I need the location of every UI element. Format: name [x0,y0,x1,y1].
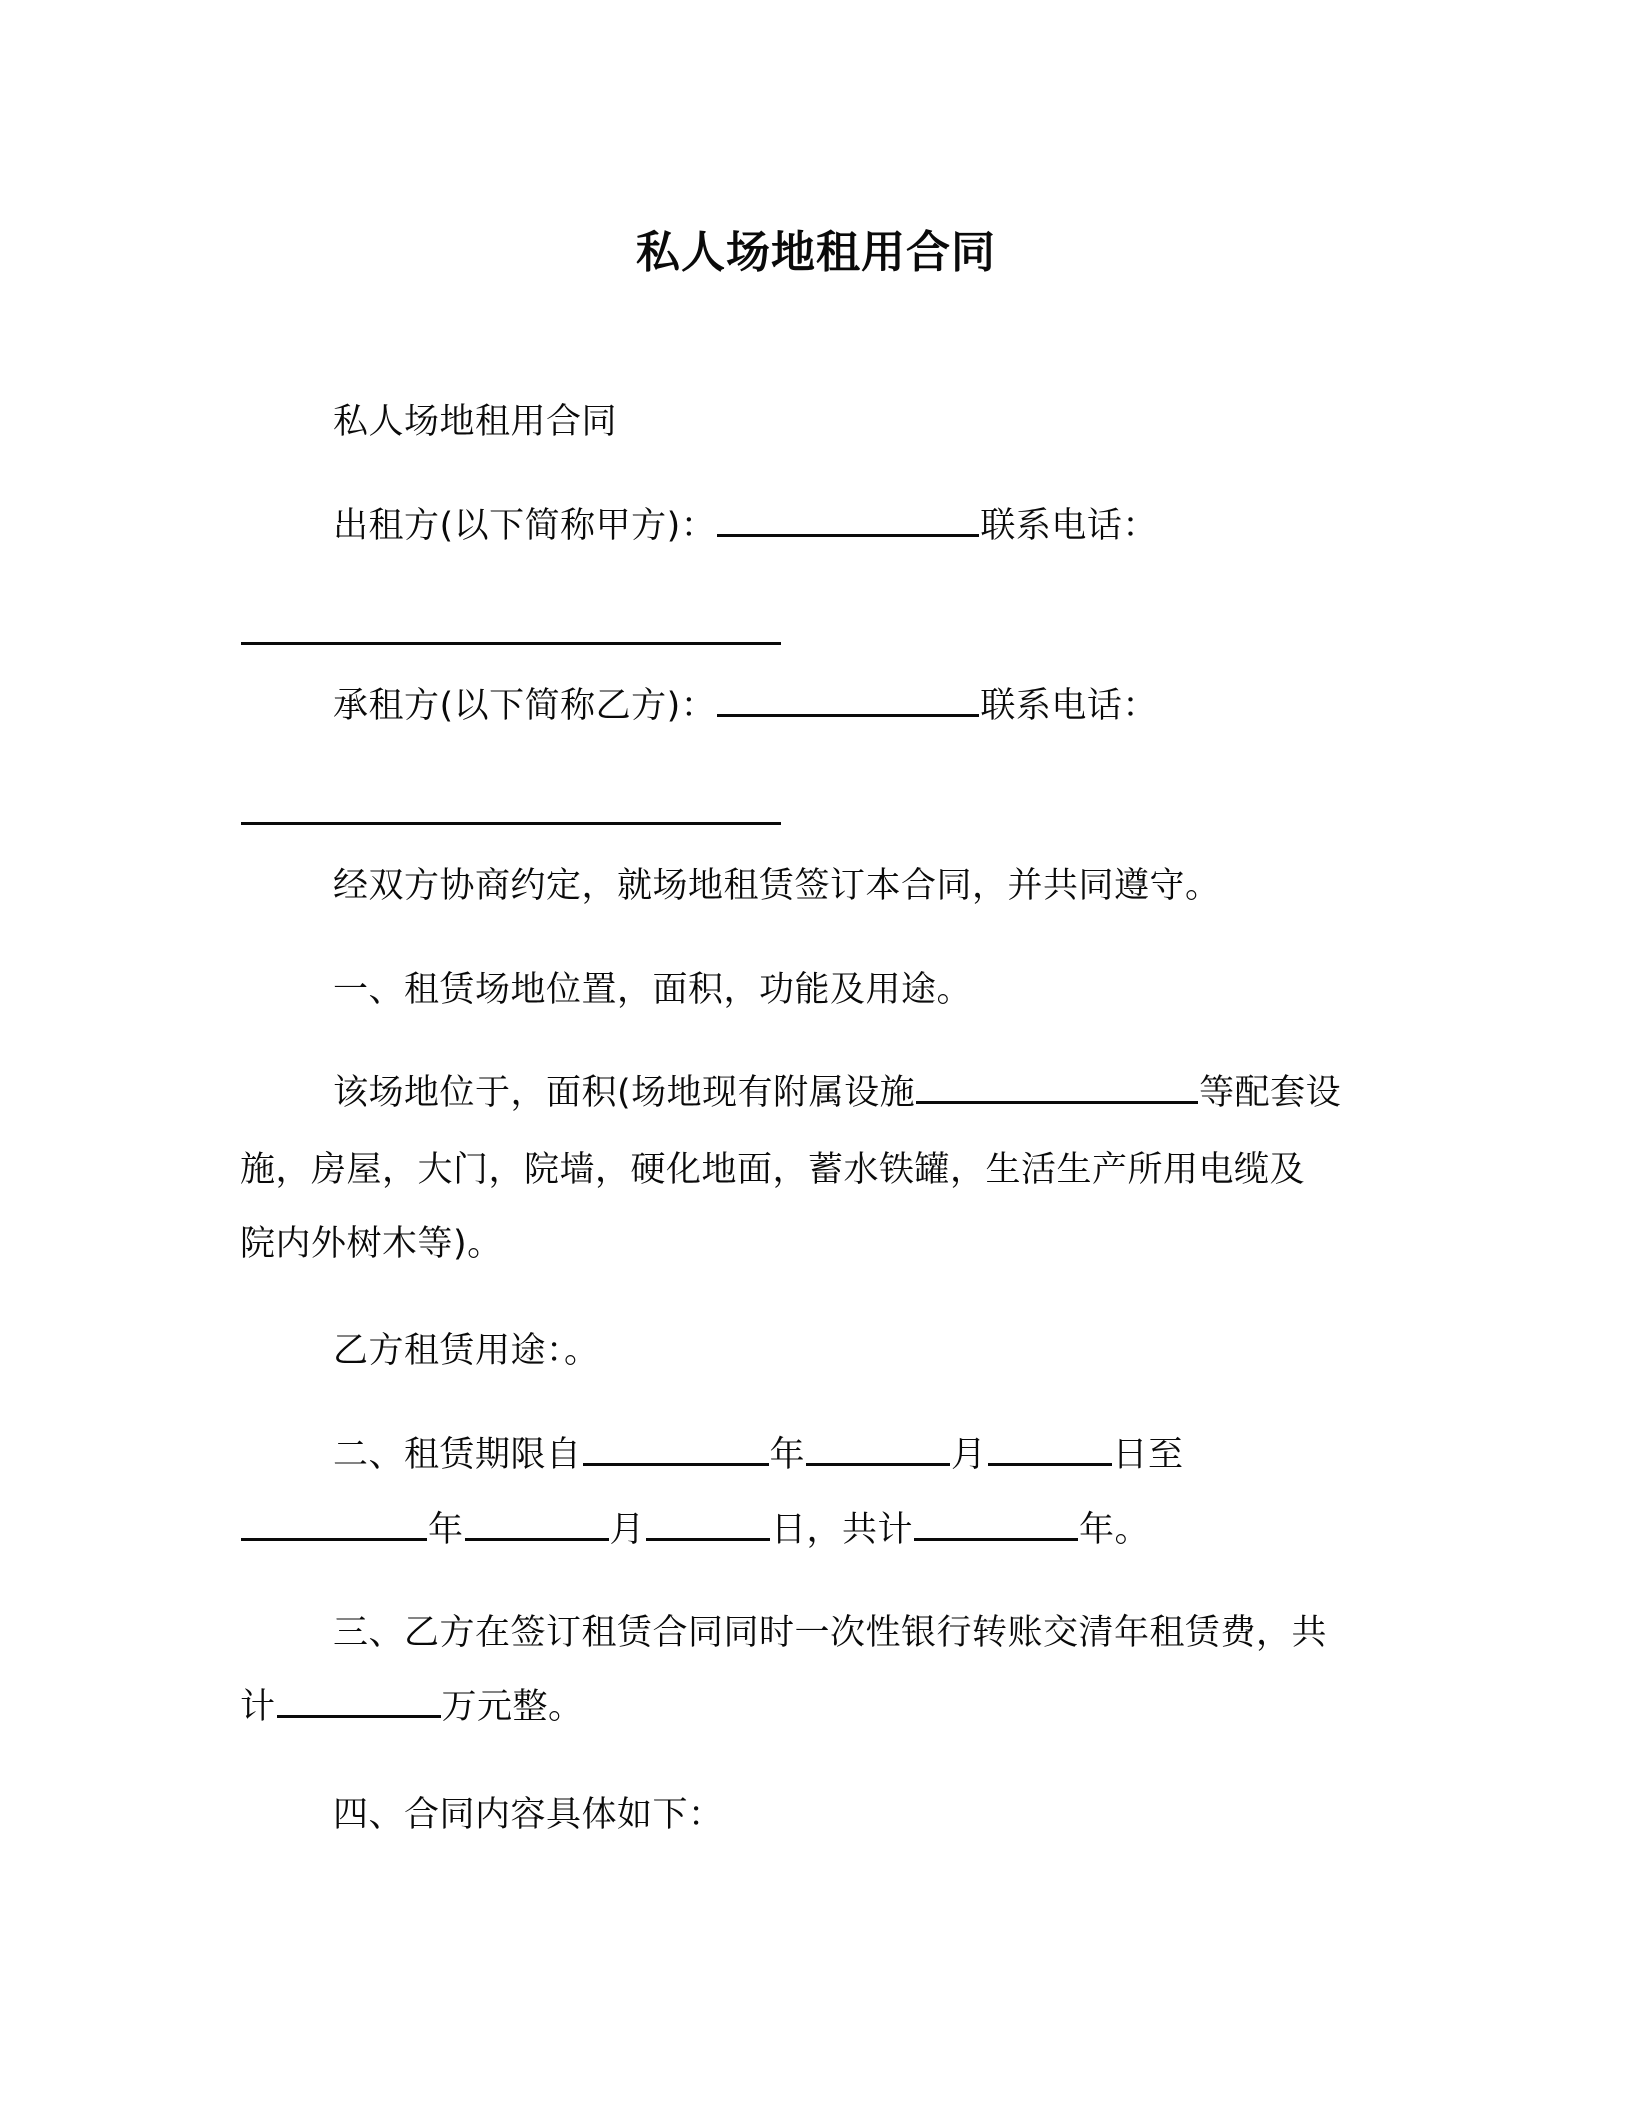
lessor-phone-label: 联系电话： [980,506,1158,546]
start-day-blank[interactable] [988,1433,1112,1466]
lessee-label: 承租方(以下简称乙方)： [333,686,717,726]
section1-body-line3: 院内外树木等)。 [240,1224,503,1264]
total-years-blank[interactable] [914,1508,1078,1541]
lease-use: 乙方租赁用途：。 [333,1331,600,1371]
start-month-blank[interactable] [806,1433,950,1466]
year-label: 年 [769,1435,806,1475]
day-total-label: 日，共计 [771,1510,914,1550]
subtitle-text: 私人场地租用合同 [333,402,618,442]
lessee-phone-blank[interactable] [241,792,781,825]
section1-heading: 一、租赁场地位置，面积，功能及用途。 [333,970,973,1010]
section3-line1: 三、乙方在签订租赁合同同时一次性银行转账交清年租赁费，共 [333,1613,1328,1653]
lessor-label: 出租方(以下简称甲方)： [333,506,717,546]
end-day-blank[interactable] [646,1508,770,1541]
section3-line2 [0,1685,1632,1729]
section1-body-line2: 施，房屋，大门，院墙，硬化地面，蓄水铁罐，生活生产所用电缆及 [240,1150,1306,1190]
lessor-phone-line [0,612,1632,656]
section3-prefix: 计 [240,1687,276,1727]
start-year-blank[interactable] [583,1433,769,1466]
year-label: 年 [428,1510,464,1550]
lessor-phone-blank[interactable] [241,612,781,645]
subtitle [0,400,1632,444]
section2-line2 [0,1508,1632,1552]
section1-body-text: 该场地位于，面积(场地现有附属设施 [333,1073,916,1113]
section1-body-line1 [0,1071,1632,1115]
section2-prefix: 二、租赁期限自 [333,1435,582,1475]
total-amount-blank[interactable] [277,1685,441,1718]
month-label: 月 [951,1435,987,1475]
month-label: 月 [609,1510,646,1550]
section3-suffix: 万元整。 [441,1687,584,1727]
section4-heading: 四、合同内容具体如下： [333,1795,724,1835]
day-to-label: 日至 [1112,1435,1184,1475]
lessee-phone-line [0,792,1632,836]
section2-line1 [0,1433,1632,1477]
lessee-phone-label: 联系电话： [980,686,1158,726]
agreement-paragraph: 经双方协商约定，就场地租赁签订本合同，并共同遵守。 [333,866,1221,906]
lessor-name-blank[interactable] [717,504,979,537]
end-year-blank[interactable] [241,1508,427,1541]
end-month-blank[interactable] [465,1508,609,1541]
year-end-label: 年。 [1079,1510,1151,1550]
facilities-blank[interactable] [916,1071,1198,1104]
section1-body-text-b: 等配套设 [1199,1073,1342,1113]
lessor-line [0,504,1632,548]
document-title: 私人场地租用合同 [636,227,996,278]
lessee-name-blank[interactable] [717,684,979,717]
lessee-line [0,684,1632,728]
